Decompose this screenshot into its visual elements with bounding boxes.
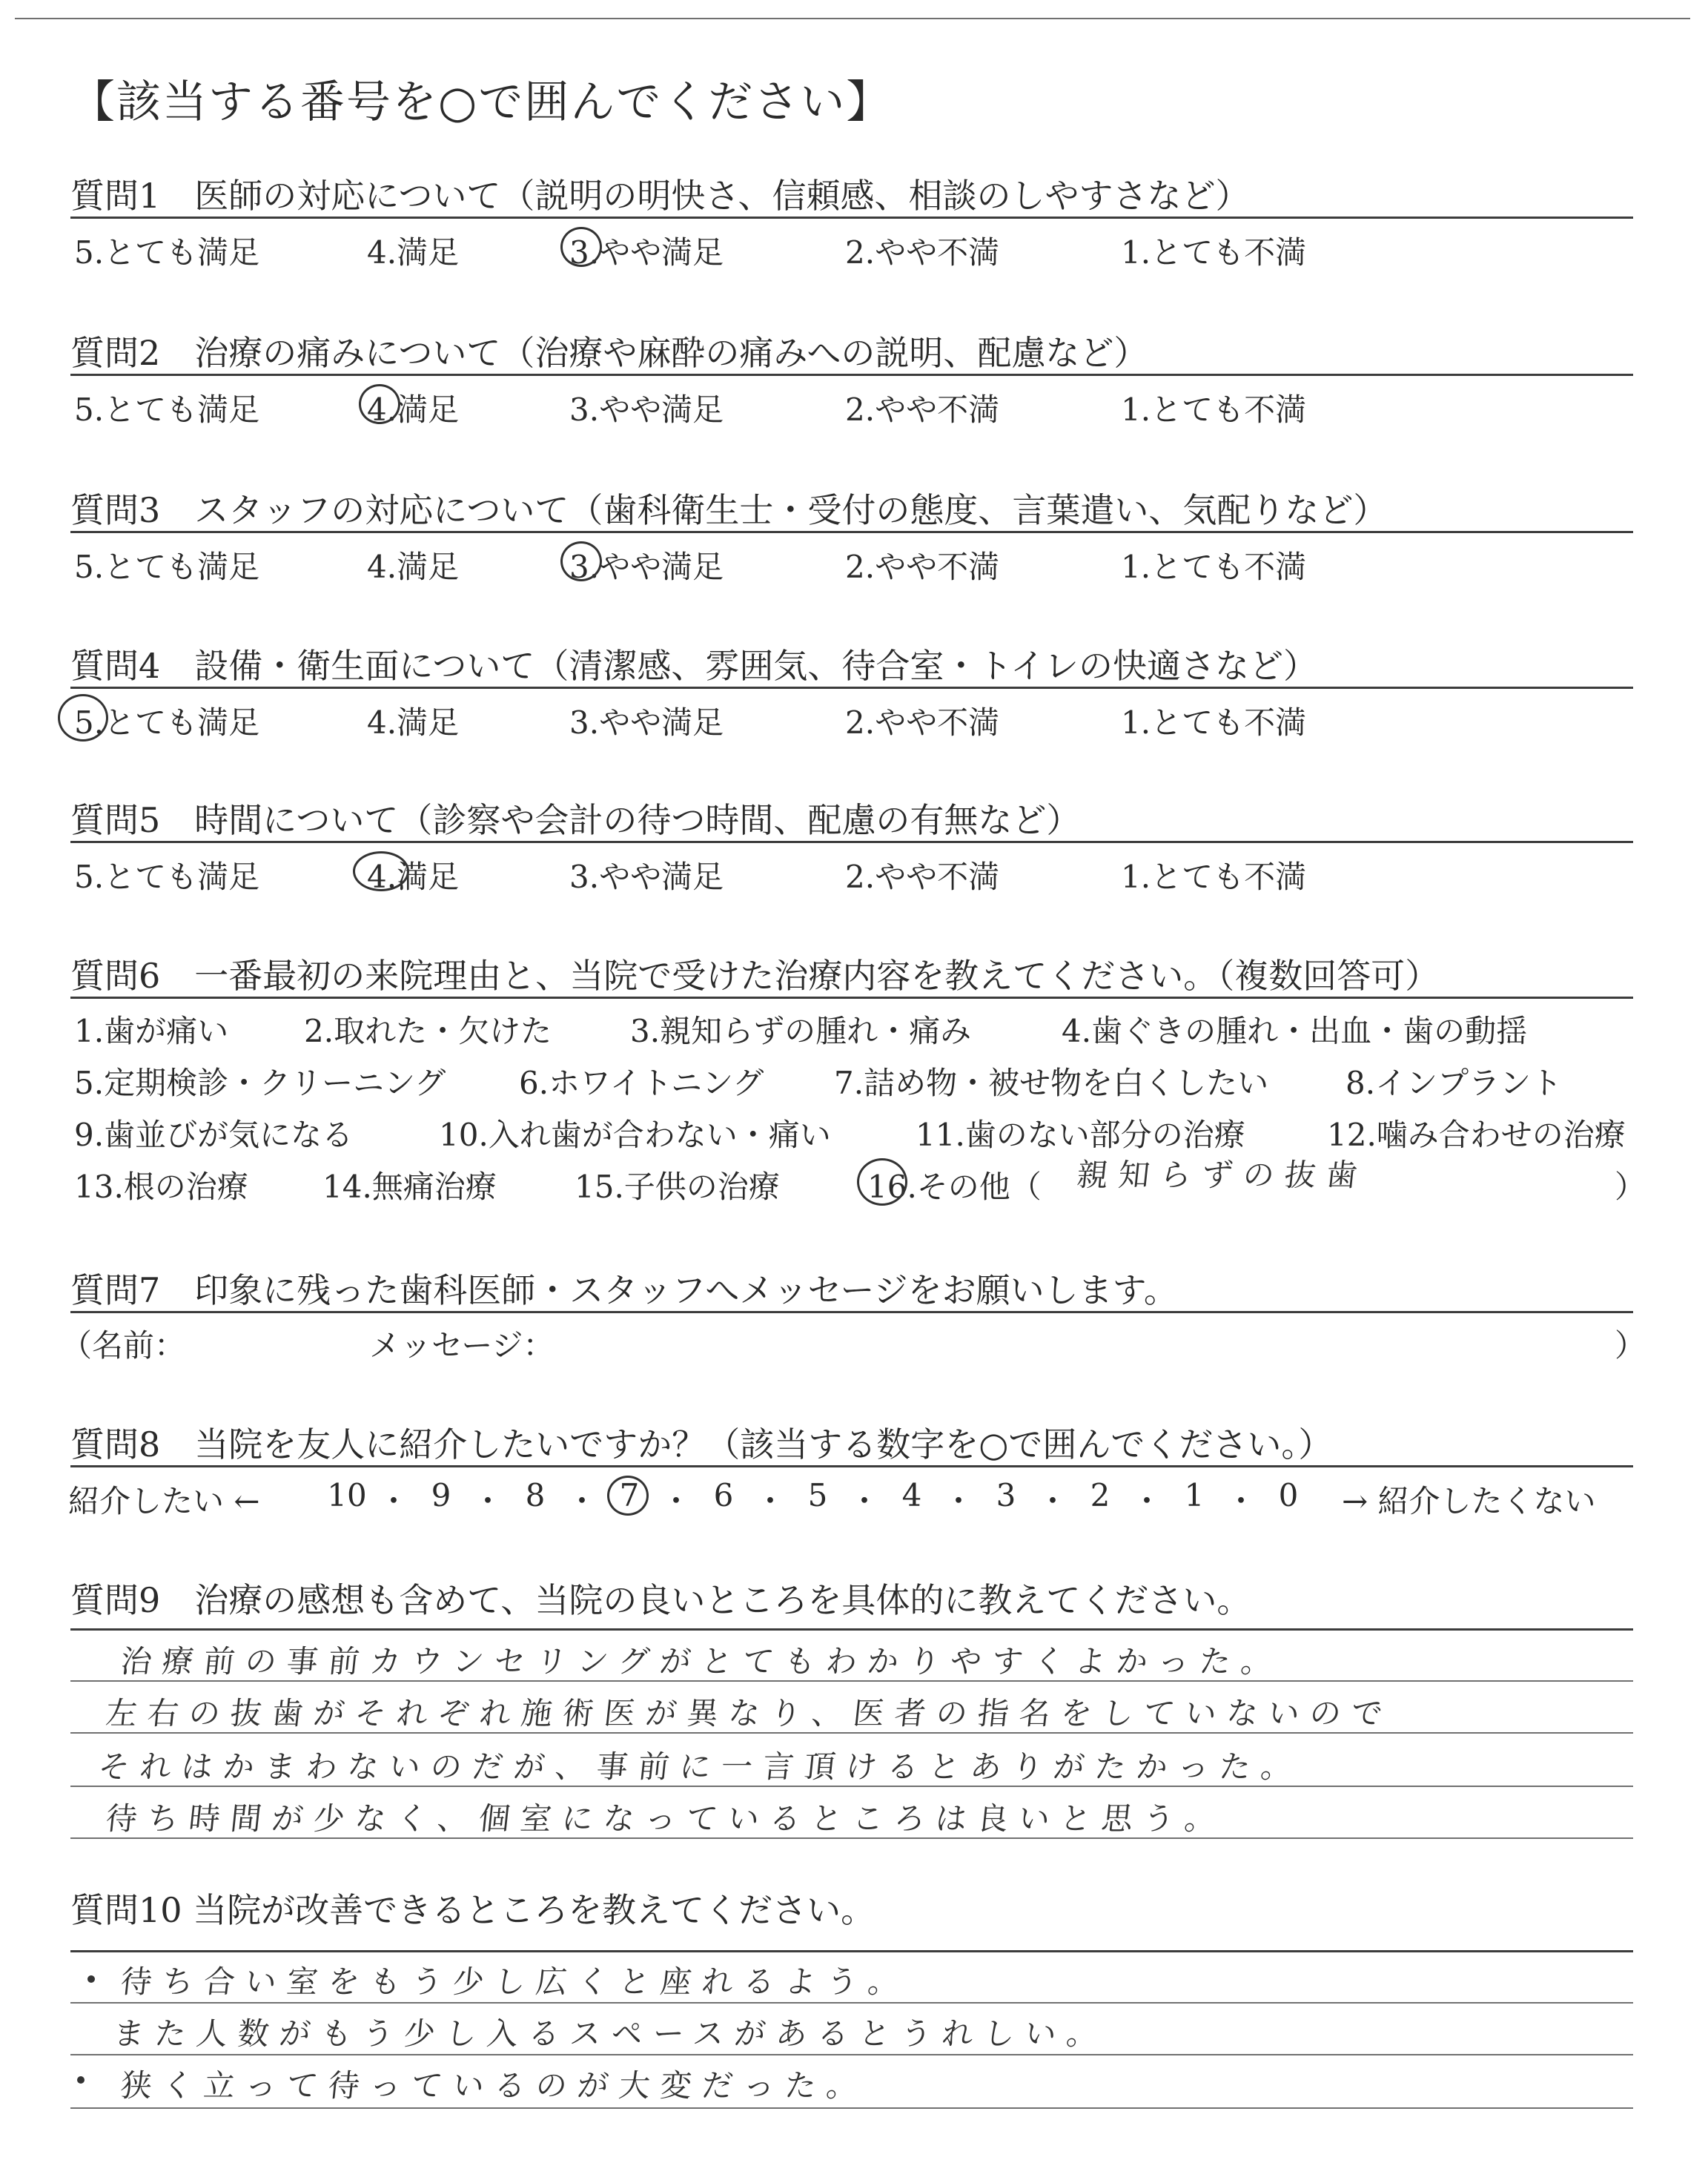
question-1-rule [70,217,1633,219]
q6-option-1[interactable]: 1.歯が痛い [74,1013,229,1049]
q2-option-4[interactable]: 4.満足 [367,392,460,428]
q6-option-12[interactable]: 12.噛み合わせの治療 [1327,1117,1626,1153]
q6-option-16[interactable]: 16.その他（ [867,1169,1042,1205]
q9-answer-line-1[interactable]: 治療前の事前カウンセリングがとてもわかりやすくよかった。 [119,1643,1285,1680]
question-3-rule [70,531,1633,533]
question-8-title: 質問8 当院を友人に紹介したいですか？（該当する数字を○で囲んでください。） [70,1424,1333,1464]
q10-answer-line [70,2054,1633,2055]
q10-answer-line [70,2107,1633,2109]
q2-selection-circle [359,384,400,424]
question-7-title: 質問7 印象に残った歯科医師・スタッフへメッセージをお願いします。 [70,1270,1178,1310]
q8-number-7[interactable]: 7 [619,1477,640,1513]
page-title: 【該当する番号を○で囲んでください】 [70,76,893,128]
q8-number-10[interactable]: 10 [327,1477,367,1513]
q8-selection-circle [607,1476,649,1516]
top-edge-line [15,18,1690,19]
q10-answer-line-2[interactable]: また人数がもう少し入るスペースがあるとうれしい。 [111,2015,1110,2052]
q8-number-0[interactable]: 0 [1278,1477,1299,1513]
q3-option-1[interactable]: 1.とても不満 [1121,549,1307,585]
question-8-rule [70,1465,1633,1467]
q8-separator: ・ [755,1483,787,1519]
q10-answer-line [70,2002,1633,2004]
q7-name-label: （名前： [61,1327,186,1364]
q6-option-10[interactable]: 10.入れ歯が合わない・痛い [439,1117,831,1153]
q3-option-3[interactable]: 3.やや満足 [569,549,724,585]
q1-selection-circle [560,227,602,267]
q5-option-1[interactable]: 1.とても不満 [1121,859,1307,895]
q8-separator: ・ [472,1483,504,1519]
q8-number-5[interactable]: 5 [807,1477,828,1513]
q9-answer-line-2[interactable]: 左右の抜歯がそれぞれ施術医が異なり、医者の指名をしていないので [104,1695,1395,1731]
q2-option-1[interactable]: 1.とても不満 [1121,392,1307,428]
q6-option-8[interactable]: 8.インプラント [1345,1065,1563,1101]
q8-separator: ・ [1225,1483,1257,1519]
q4-option-2[interactable]: 2.やや不満 [845,704,1000,741]
q9-answer-line-3[interactable]: それはかまわないのだが、事前に一言頂けるとありがたかった。 [96,1748,1305,1785]
q8-number-6[interactable]: 6 [713,1477,734,1513]
q6-option-4[interactable]: 4.歯ぐきの腫れ・出血・歯の動揺 [1062,1013,1528,1049]
q5-option-3[interactable]: 3.やや満足 [569,859,724,895]
question-9-rule [70,1628,1633,1631]
q4-option-5[interactable]: 5.とても満足 [74,704,260,741]
question-2-rule [70,374,1633,376]
q1-option-3[interactable]: 3.やや満足 [569,234,724,271]
q8-number-8[interactable]: 8 [525,1477,546,1513]
q7-message-label: メッセージ： [369,1327,555,1364]
q6-selection-circle [857,1158,907,1206]
question-1-title: 質問1 医師の対応について（説明の明快さ、信頼感、相談のしやすさなど） [70,176,1250,216]
q10-answer-line-3[interactable]: 狭く立って待っているのが大変だった。 [119,2067,870,2104]
q5-option-5[interactable]: 5.とても満足 [74,859,260,895]
question-9-title: 質問9 治療の感想も含めて、当院の良いところを具体的に教えてください。 [70,1580,1251,1620]
q8-right-label: → 紹介したくない [1342,1483,1596,1519]
q6-option-13[interactable]: 13.根の治療 [74,1169,248,1205]
q8-number-1[interactable]: 1 [1184,1477,1205,1513]
question-4-rule [70,687,1633,689]
q1-option-4[interactable]: 4.満足 [367,234,460,271]
q8-separator: ・ [566,1483,598,1519]
question-10-title: 質問10 当院が改善できるところを教えてください。 [70,1890,875,1930]
q10-bullet [77,2076,85,2084]
q5-option-2[interactable]: 2.やや不満 [845,859,1000,895]
q8-separator: ・ [661,1483,692,1519]
q6-option-15[interactable]: 15.子供の治療 [575,1169,780,1205]
q3-option-4[interactable]: 4.満足 [367,549,460,585]
q8-separator: ・ [1131,1483,1163,1519]
q3-option-5[interactable]: 5.とても満足 [74,549,260,585]
question-6-rule [70,997,1633,999]
q4-option-3[interactable]: 3.やや満足 [569,704,724,741]
q10-bullet [87,1975,95,1983]
q10-answer-line-1[interactable]: 待ち合い室をもう少し広くと座れるよう。 [119,1964,912,2000]
q6-other-answer[interactable]: 親知らずの抜歯 [1075,1157,1370,1193]
q2-option-3[interactable]: 3.やや満足 [569,392,724,428]
q8-number-2[interactable]: 2 [1090,1477,1110,1513]
question-5-title: 質問5 時間について（診察や会計の待つ時間、配慮の有無など） [70,800,1081,840]
q8-separator: ・ [943,1483,975,1519]
q2-option-2[interactable]: 2.やや不満 [845,392,1000,428]
q6-option-5[interactable]: 5.定期検診・クリーニング [74,1065,446,1101]
q1-option-2[interactable]: 2.やや不満 [845,234,1000,271]
q6-other-close: ） [1615,1169,1646,1205]
q6-option-2[interactable]: 2.取れた・欠けた [304,1013,552,1049]
q3-option-2[interactable]: 2.やや不満 [845,549,1000,585]
q4-selection-circle [58,694,108,742]
q8-number-3[interactable]: 3 [996,1477,1016,1513]
question-5-rule [70,841,1633,843]
q8-separator: ・ [849,1483,881,1519]
question-7-rule [70,1311,1633,1313]
question-10-rule [70,1950,1633,1952]
q6-option-3[interactable]: 3.親知らずの腫れ・痛み [630,1013,972,1049]
q8-separator: ・ [378,1483,410,1519]
q8-left-label: 紹介したい ← [68,1483,260,1519]
question-2-title: 質問2 治療の痛みについて（治療や麻酔の痛みへの説明、配慮など） [70,333,1148,373]
q4-option-4[interactable]: 4.満足 [367,704,460,741]
q6-option-7[interactable]: 7.詰め物・被せ物を白くしたい [834,1065,1269,1101]
q2-option-5[interactable]: 5.とても満足 [74,392,260,428]
q6-option-14[interactable]: 14.無痛治療 [322,1169,497,1205]
q9-answer-line-4[interactable]: 待ち時間が少なく、個室になっているところは良いと思う。 [104,1800,1228,1837]
q6-option-6[interactable]: 6.ホワイトニング [519,1065,764,1101]
question-6-title: 質問6 一番最初の来院理由と、当院で受けた治療内容を教えてください。（複数回答可） [70,956,1440,996]
question-4-title: 質問4 設備・衛生面について（清潔感、雰囲気、待合室・トイレの快適さなど） [70,646,1318,686]
q8-number-9[interactable]: 9 [431,1477,451,1513]
q6-option-11[interactable]: 11.歯のない部分の治療 [916,1117,1245,1153]
q1-option-5[interactable]: 5.とても満足 [74,234,260,271]
q7-close: ） [1615,1327,1646,1364]
q6-option-9[interactable]: 9.歯並びが気になる [74,1117,354,1153]
question-3-title: 質問3 スタッフの対応について（歯科衛生士・受付の態度、言葉遣い、気配りなど） [70,490,1388,530]
q8-separator: ・ [1037,1483,1069,1519]
q5-selection-circle [353,851,409,891]
q1-option-1[interactable]: 1.とても不満 [1121,234,1307,271]
q8-number-4[interactable]: 4 [901,1477,922,1513]
q5-option-4[interactable]: 4.満足 [367,859,460,895]
q4-option-1[interactable]: 1.とても不満 [1121,704,1307,741]
q3-selection-circle [560,541,602,581]
